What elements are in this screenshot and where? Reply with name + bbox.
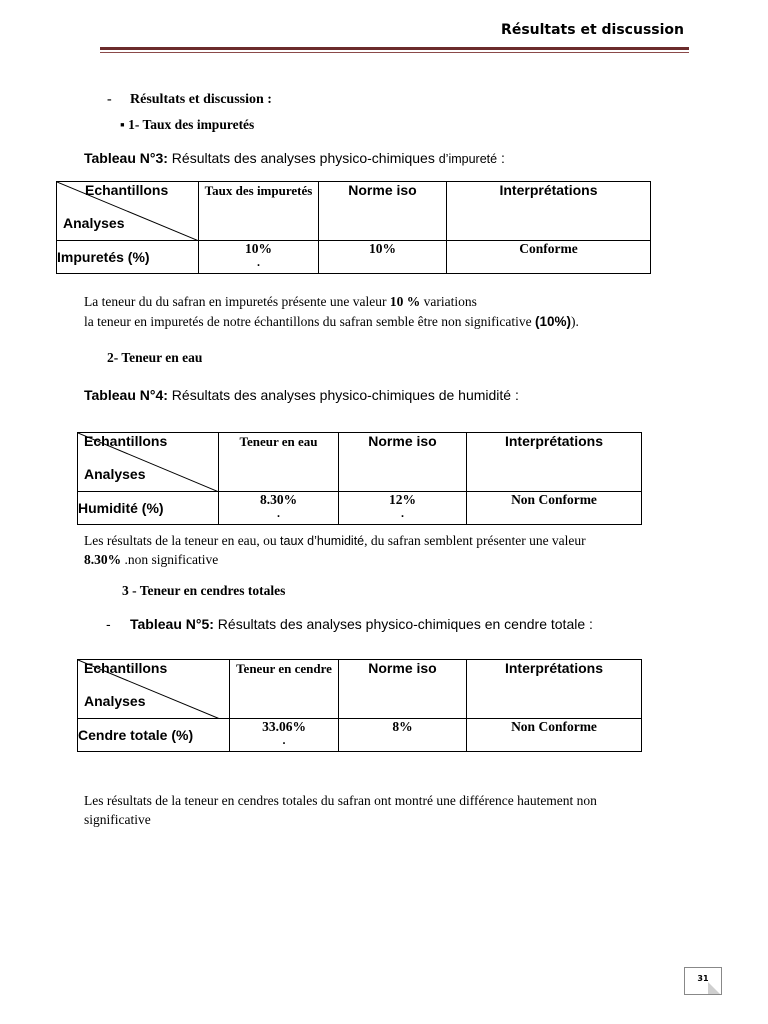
table5-cell-value1 [230, 719, 339, 752]
table5-caption-label: Tableau N°5: [130, 616, 214, 632]
page-number: 31 [697, 974, 709, 983]
table4-row-label: Humidité (%) [78, 492, 219, 525]
para3-line2-c: ). [570, 314, 579, 329]
table4-header-col2: Norme iso [339, 433, 467, 492]
header-rule-thin [100, 52, 689, 53]
table5-caption [130, 616, 593, 632]
table3-caption-end: : [497, 150, 505, 166]
table3-header-col1: Taux des impuretés [199, 182, 319, 241]
para4-line1-b: taux d’humidité [280, 534, 365, 548]
table4-cell-value1 [219, 492, 339, 525]
table3-value2: 10% [319, 241, 447, 274]
table5-header-col1: Teneur en cendre [230, 660, 339, 719]
para3-line1-a: La teneur du du safran en impuretés présente une valeur [84, 294, 390, 309]
table4-value1-dot: . [277, 506, 280, 520]
section-bullet: - [107, 92, 112, 107]
table4-cell-value2 [339, 492, 467, 525]
table5-value2: 8% [339, 719, 467, 752]
table3-corner-top: Echantillons [85, 182, 169, 198]
table4-paragraph-line2 [84, 550, 218, 569]
table5-value1: 33.06% [262, 719, 306, 734]
para4-line2-b: .non significative [121, 552, 219, 567]
table3-value3: Conforme [447, 241, 651, 274]
table3-header-col2: Norme iso [319, 182, 447, 241]
table5-row-label: Cendre totale (%) [78, 719, 230, 752]
table4 [77, 432, 642, 525]
table3 [56, 181, 651, 274]
table3-corner-bottom: Analyses [63, 215, 125, 231]
table4-value1: 8.30% [259, 492, 298, 507]
table4-caption [84, 387, 519, 403]
table5-value1-dot: . [282, 733, 286, 747]
table3-header-col3: Interprétations [447, 182, 651, 241]
table4-header-col1: Teneur en eau [219, 433, 339, 492]
table5-paragraph-line2: significative [84, 812, 151, 827]
subsection-3-title: 3 - Teneur en cendres totales [122, 583, 286, 598]
header-rule [100, 47, 689, 50]
para3-line2-b: (10%) [534, 314, 571, 329]
table4-value2: 12% [389, 492, 416, 507]
table5 [77, 659, 642, 752]
para3-line1-c: variations [420, 294, 477, 309]
table4-caption-label: Tableau N°4: [84, 387, 168, 403]
table5-corner-top: Echantillons [84, 660, 168, 676]
table5-corner-bottom: Analyses [84, 693, 146, 709]
para3-line1-b: 10 % [389, 294, 421, 309]
table5-value3: Non Conforme [467, 719, 642, 752]
table5-paragraph-line1: Les résultats de la teneur en cendres totales du safran ont montré une différence hautement non [84, 793, 597, 808]
table4-value2-dot: . [401, 506, 404, 520]
table3-paragraph-line1 [84, 292, 477, 311]
subsection-1-title: ▪ 1- Taux des impuretés [120, 117, 255, 132]
table5-corner-cell [78, 660, 230, 719]
running-header: Résultats et discussion [501, 22, 684, 38]
table5-header-col2: Norme iso [339, 660, 467, 719]
table4-corner-bottom: Analyses [84, 466, 146, 482]
table3-row-label: Impuretés (%) [57, 241, 199, 274]
table5-caption-text: Résultats des analyses physico-chimiques en cendre totale : [213, 616, 593, 632]
table4-value3: Non Conforme [467, 492, 642, 525]
table4-header-col3: Interprétations [467, 433, 642, 492]
para4-line2-a: 8.30% [84, 552, 122, 567]
table3-value1-dot: . [257, 255, 260, 269]
table3-caption-term: d’impureté [438, 152, 498, 166]
table3-caption [84, 150, 505, 166]
table5-header-col3: Interprétations [467, 660, 642, 719]
table5-caption-dash: - [106, 616, 111, 632]
subsection-2-title: 2- Teneur en eau [107, 350, 203, 365]
para4-line1-a: Les résultats de la teneur en eau, ou [84, 533, 281, 548]
para4-line1-c: , du safran semblent présenter une valeur [364, 533, 586, 548]
table4-corner-top: Echantillons [84, 433, 168, 449]
table3-caption-label: Tableau N°3: [84, 150, 168, 166]
section-title: Résultats et discussion : [130, 92, 272, 107]
table3-value1: 10% [245, 241, 272, 256]
page-number-fold [708, 982, 720, 994]
para3-line2-a: la teneur en impuretés de notre échantillons du safran semble être non significative [84, 314, 535, 329]
table3-caption-text: Résultats des analyses physico-chimiques [167, 150, 439, 166]
table3-paragraph-line2 [84, 312, 579, 331]
table4-paragraph-line1 [84, 531, 586, 551]
table3-cell-value1 [199, 241, 319, 274]
table3-corner-cell [57, 182, 199, 241]
table4-caption-text: Résultats des analyses physico-chimiques de humidité : [167, 387, 519, 403]
table4-corner-cell [78, 433, 219, 492]
